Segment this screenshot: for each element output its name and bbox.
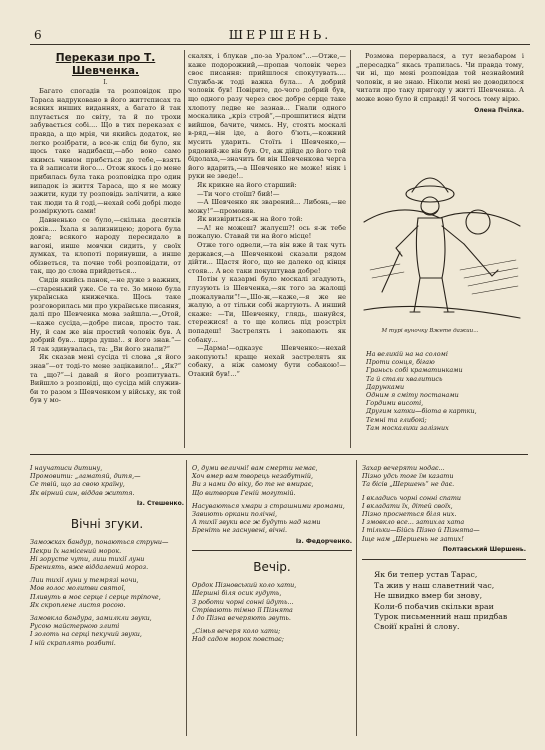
verse-line: Мов голос молитви святої,: [30, 584, 126, 593]
article-paragraph: скалях, і блукав „по-за Уралом“...—Отже,—каже подорожний,—пропав чоловік через своє писання: прийшлося спокутувать.... Служба-ж тоді важка була... А добрий чоловік був! Повірите, до-чого добрий був, що одного разу через своє добре серце таке хлопоту ледве не зазнав... Гнали одного москалика „кріз строй“,—прошпитися відти вийшов, бачите, чимсь. Ну, стоять москалі в-ряд,—він іде, а його б'ють,—кожний мусить ударить. Стоїть і Шевченко,—рядовий-же він був. От, аж дійде до його той бідолаха,—значить би він Шевченкова черга його вдарить,—а Шевченко не може! ніяк і руки не зведе!..: [188, 52, 346, 181]
article-signature: Олена Пчілка.: [474, 106, 524, 114]
verse-line: Замовкла бандура, замилкли звуки,: [30, 614, 152, 623]
verse-line: Пливуть в моє серце і серце тріпоче,: [30, 592, 161, 601]
verse-line: Русою майстерною злиті: [30, 622, 120, 631]
verse-line: Ордок Пізновський коло хати,: [192, 581, 297, 590]
page-header: [30, 24, 530, 45]
verse-line: Не швидко вмер би знову,: [374, 591, 483, 601]
journal-title: ШЕРШЕНЬ.: [228, 27, 332, 42]
verse-line: Та й стали хвалитись: [366, 374, 443, 383]
column-divider: [356, 460, 357, 736]
verse-line: Бреніть не заснувені, вічні.: [192, 526, 288, 535]
article-paragraph: Сидів якийсь панок,—не дуже з важних,—старенький уже. Се та те. Зо мною була українська книжечка. Щось таке розговорилась ми про українське писання, далі про Шевченка мова зайшла.—„Отой,—каже сусіда,—добре писав, просто так. Ну, й сам же він простий чоловік був. А добрий був... щира душа!.. я його знав.“—Я так здивувалась, та: „Ви його знали?“: [30, 276, 181, 353]
verse-line: І золоть на серці пекучий звуки,: [30, 630, 142, 639]
poem-signature: Із. Стешенко.: [136, 499, 184, 507]
poem-title: Вічні згуки.: [70, 517, 144, 532]
verse-line: О, думи величні! вам смерти немає,: [192, 464, 318, 472]
article-paragraph: —А Шевченко як зварений... Либонь,—не можу!“—промовив.: [188, 198, 346, 215]
verse-line: Та жив у наш славетний час,: [374, 580, 495, 590]
verse-line: Заможках бандур, понаються струни—: [30, 538, 169, 547]
illustration-caption: М турі вуночку Вжете дажии...: [381, 328, 479, 334]
shevchenko-caricature-illustration: [360, 160, 524, 340]
article-paragraph: Як сказав мені сусіда ті слова „я його знав“—от тоді-то мене зацікавило!.. „Як?“ та „що?“—і давай я його розпитувать. Вийшло з розповіді, що сусіда мій служив-би то разом з Шевченком у війську, як той був у мо-: [30, 353, 181, 405]
article-paragraph: Як визвіриться-ж на його той:: [197, 215, 303, 224]
verse-line: Пізно удсь тоге їм казати: [362, 472, 454, 481]
article-paragraph: Отже того одвели,—та він вже й так чуть держався,—а Шевченкові сказали рядом дійти... Щастя його, що не далеко од кінця стояв... А все таки покуштував добре!: [188, 241, 346, 275]
verse-line: А тихії звуки все ж будуть над нами: [192, 518, 321, 527]
verse-line: І вкладати їх, дітей своїх,: [362, 501, 453, 510]
verse-line: Пізно проснеться біля них.: [362, 510, 457, 519]
verse-line: Коли-б побачив скільки враи: [374, 601, 494, 611]
article-title: Перекази про Т. Шевченка.: [55, 52, 156, 77]
verse-line: Дарунками: [366, 382, 405, 391]
page-number: 6: [34, 28, 42, 42]
poem-title: Вечір.: [253, 560, 291, 575]
verse-line: Що витворив Геній могутній.: [192, 488, 296, 497]
verse-line: Свойї країні й слову.: [374, 622, 460, 632]
verse-line: Ні зорусте чути, лиш тихії луни: [30, 554, 145, 563]
article-column-1: [30, 52, 181, 452]
verse-line: Се твій, що за свою країну,: [30, 480, 125, 489]
verse-line: І ній скраплять розбиті.: [30, 638, 116, 647]
verse-line: Як вірний син, віддав життя.: [30, 488, 135, 497]
poem-signature: Полтавський Шершень.: [442, 545, 526, 553]
caption-verse: [366, 350, 526, 432]
verse-line: Темні та глибокі;: [366, 415, 427, 424]
bottom-column-1: [30, 464, 184, 647]
article-column-2: [188, 52, 346, 452]
column-divider: [350, 50, 351, 448]
verse-line: І вкладись чорні сонні спати: [362, 493, 462, 502]
verse-line: Ви з нами до віку, бо те не вмирає,: [192, 480, 314, 489]
column-divider: [184, 50, 185, 448]
verse-line: Над садом морок повстає;: [192, 635, 284, 644]
verse-line: Граньсь собі краматинками: [366, 366, 463, 375]
verse-line: Пекри їх намісений морок.: [30, 546, 122, 555]
verse-line: Другим хатки—біота в картки,: [366, 407, 477, 416]
article-part: I.: [103, 79, 108, 86]
verse-line: І научатиси дитину,: [30, 464, 103, 472]
verse-line: Стрівають тімно її Пізнята: [192, 605, 293, 614]
verse-line: Як скроплене листя росою.: [30, 600, 126, 609]
verse-line: Проти сонця, бігаю: [366, 358, 435, 367]
verse-line: Хоч вмер вам творець незабутній,: [192, 472, 314, 481]
article-paragraph: Давненько се було,—скілька десятків років.... Їхала я зализницею; дорога була довга; всякого народу пересидало в вагоні, инше мовчки сидить, у своїх думках, та клопоті поринувши, а инше обізветься, та почне тобі розповідати, от так, що до слова прийдеться...: [30, 215, 181, 276]
verse-line: І до Пізна вечеряють звуть.: [192, 614, 291, 623]
column-divider: [186, 460, 187, 736]
verse-line: Турок письменний наш придбав: [374, 612, 508, 622]
article-paragraph: —Ти чого стоїш? бий!—: [197, 189, 280, 198]
bottom-column-3: [362, 464, 526, 633]
verse-line: Одним я сміту постанами: [366, 391, 459, 400]
verse-line: З роботи чорні сонні йдуть...: [192, 597, 294, 606]
verse-line: І тільки—Бійсь Пізно й Пізнята—: [362, 526, 480, 535]
verse-line: Шершні біля осик гудуть,: [192, 589, 282, 598]
article-paragraph: —А! не можеш? жалуєш?! ось я-ж тебе пожалую. Ставай ти на його місце!: [188, 223, 346, 241]
verse-line: І змовкло все... затихла хата: [362, 518, 465, 527]
verse-line: Захар вечеряти нодає...: [362, 464, 445, 472]
verse-line: Насуваються хмари з страшними громами,: [192, 501, 345, 510]
article-paragraph: Потім у казармі було москалі згадують, глузують із Шевченка,—як того за жалощі „пожалували“!—„Шо-ж,—каже,—я же не жалую, а от тільки собі жартують. А инший скаже: —Ти, Шевченку, глядь, шануйся, стережися! а то ще колись під розстріл попадеш! Застрелять і закопають як собаку...: [188, 275, 346, 344]
bottom-column-2: [192, 464, 352, 644]
verse-line: „Сімья вечеря коло хати;: [192, 627, 281, 636]
verse-line: На великій на на соломі: [366, 350, 448, 358]
poem-signature: Із. Федорченко.: [295, 537, 352, 545]
verse-line: Лии тихії луни у темрязі ночи,: [30, 576, 139, 585]
section-divider: [30, 454, 528, 455]
verse-line: Завиють оркани полічні,: [192, 510, 278, 519]
verse-line: Як би тепер устав Тарас,: [374, 570, 478, 580]
verse-line: Там москалики залізних: [366, 423, 449, 432]
verse-line: Іще нам „Шершень не затих!: [362, 534, 464, 543]
article-paragraph: —Дарма!—одказує Шевченко:—нехай закопують! краще нехай застрелять як собаку, а ніж самому бути собакою!—Отакий був!...“: [188, 344, 346, 378]
verse-line: Брениять, вже віддалений мороз.: [30, 563, 149, 572]
article-paragraph: Розмова перервалася, а тут незабаром і „пересадка“ якась трапилась. Чи правда тому, чи ні, що мені розповідав той незнайомий чоловік, я не знаю. Ніколи мені не доводилося читати про таку пригоду у житті Шевченка. А може воно було й справді! Я чогось тому вірю.: [356, 52, 524, 103]
verse-line: Гордими висоті,: [366, 399, 424, 408]
verse-line: Та бісів „Шершень“ не дає.: [362, 480, 455, 489]
verse-line: Промовити: „ламатяй, дитя,—: [30, 472, 141, 481]
article-column-3: [356, 52, 524, 115]
article-paragraph: Як крикне на його старший:: [197, 180, 297, 189]
article-paragraph: Багато спогадів та розповідок про Тараса надруковано в його життєписах та всяких инших виданнях, а багато й так плутається по світу, та й по трохи забувається собі.... Що в тих переказах є правда, а що мрія, чи якийсь додаток, не легко розібрати, а все-ж слід би було, як щось таке надибаєш,—або воно само якимсь чином прибється до тебе,—взять та й записати його.... Отож якось і до мене прибилась була така розповідка про один випадок із життя Тараса, що я не можу зажити, куди ту розповідь залічити, а вже так люди та й годі,—нехай собі добрі люде розміркують сами!: [30, 87, 181, 216]
